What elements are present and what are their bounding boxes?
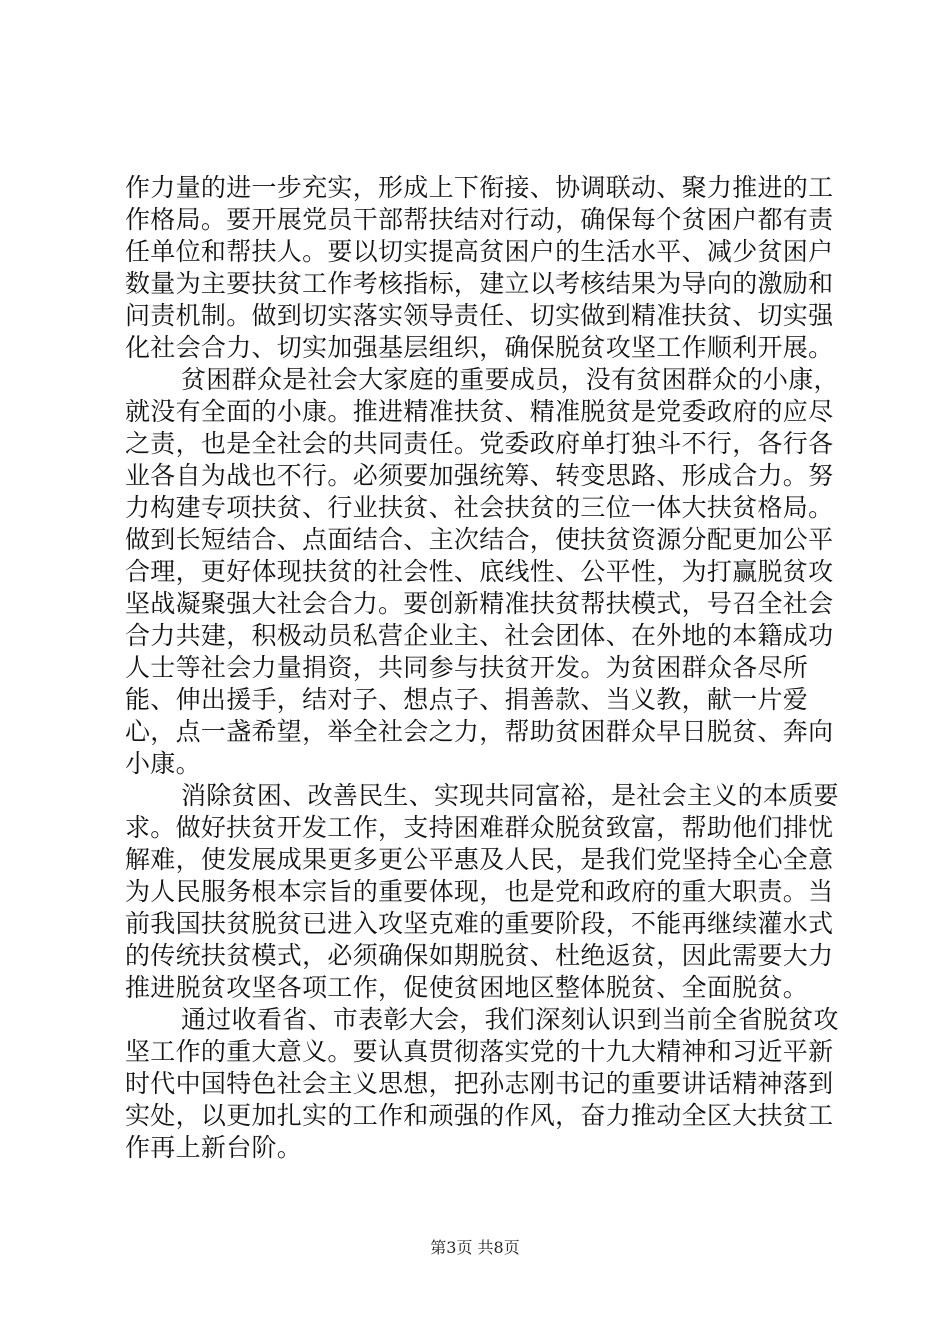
document-body (125, 172, 845, 1164)
paragraph-conference: 通过收看省、市表彰大会，我们深刻认识到当前全省脱贫攻坚工作的重大意义。要认真贯彻落实党的十九大精神和习近平新时代中国特色社会主义思想，把孙志刚书记的重要讲话精神落到实处，以更加扎实的工作和顽强的作风，奋力推动全区大扶贫工作再上新台阶。 (125, 1005, 839, 1162)
paragraph-poor-masses: 贫困群众是社会大家庭的重要成员，没有贫困群众的小康，就没有全面的小康。推进精准扶贫、精准脱贫是党委政府的应尽之责，也是全社会的共同责任。党委政府单打独斗不行，各行各业各自为战也不行。必须要加强统筹、转变思路、形成合力。努力构建专项扶贫、行业扶贫、社会扶贫的三位一体大扶贫格局。做到长短结合、点面结合、主次结合，使扶贫资源分配更加公平合理，更好体现扶贫的社会性、底线性、公平性，为打赢脱贫攻坚战凝聚强大社会合力。要创新精准扶贫帮扶模式，号召全社会合力共建，积极动员私营企业主、社会团体、在外地的本籍成功人士等社会力量捐资，共同参与扶贫开发。为贫困群众各尽所能、伸出援手，结对子、想点子、捐善款、当义教，献一片爱心，点一盏希望，举全社会之力，帮助贫困群众早日脱贫、奔向小康。 (125, 365, 839, 778)
page-footer: 第3页 共8页 (430, 1238, 520, 1257)
paragraph-eliminate-poverty: 消除贫困、改善民生、实现共同富裕，是社会主义的本质要求。做好扶贫开发工作，支持困难群众脱贫致富，帮助他们排忧解难，使发展成果更多更公平惠及人民，是我们党坚持全心全意为人民服务根本宗旨的重要体现，也是党和政府的重大职责。当前我国扶贫脱贫已进入攻坚克难的重要阶段，不能再继续灌水式的传统扶贫模式，必须确保如期脱贫、杜绝返贫，因此需要大力推进脱贫攻坚各项工作，促使贫困地区整体脱贫、全面脱贫。 (125, 781, 839, 1002)
paragraph-continuation: 作力量的进一步充实，形成上下衔接、协调联动、聚力推进的工作格局。要开展党员干部帮扶结对行动，确保每个贫困户都有责任单位和帮扶人。要以切实提高贫困户的生活水平、减少贫困户数量为主要扶贫工作考核指标，建立以考核结果为导向的激励和问责机制。做到切实落实领导责任、切实做到精准扶贫、切实强化社会合力、切实加强基层组织，确保脱贫攻坚工作顺利开展。 (125, 173, 834, 362)
